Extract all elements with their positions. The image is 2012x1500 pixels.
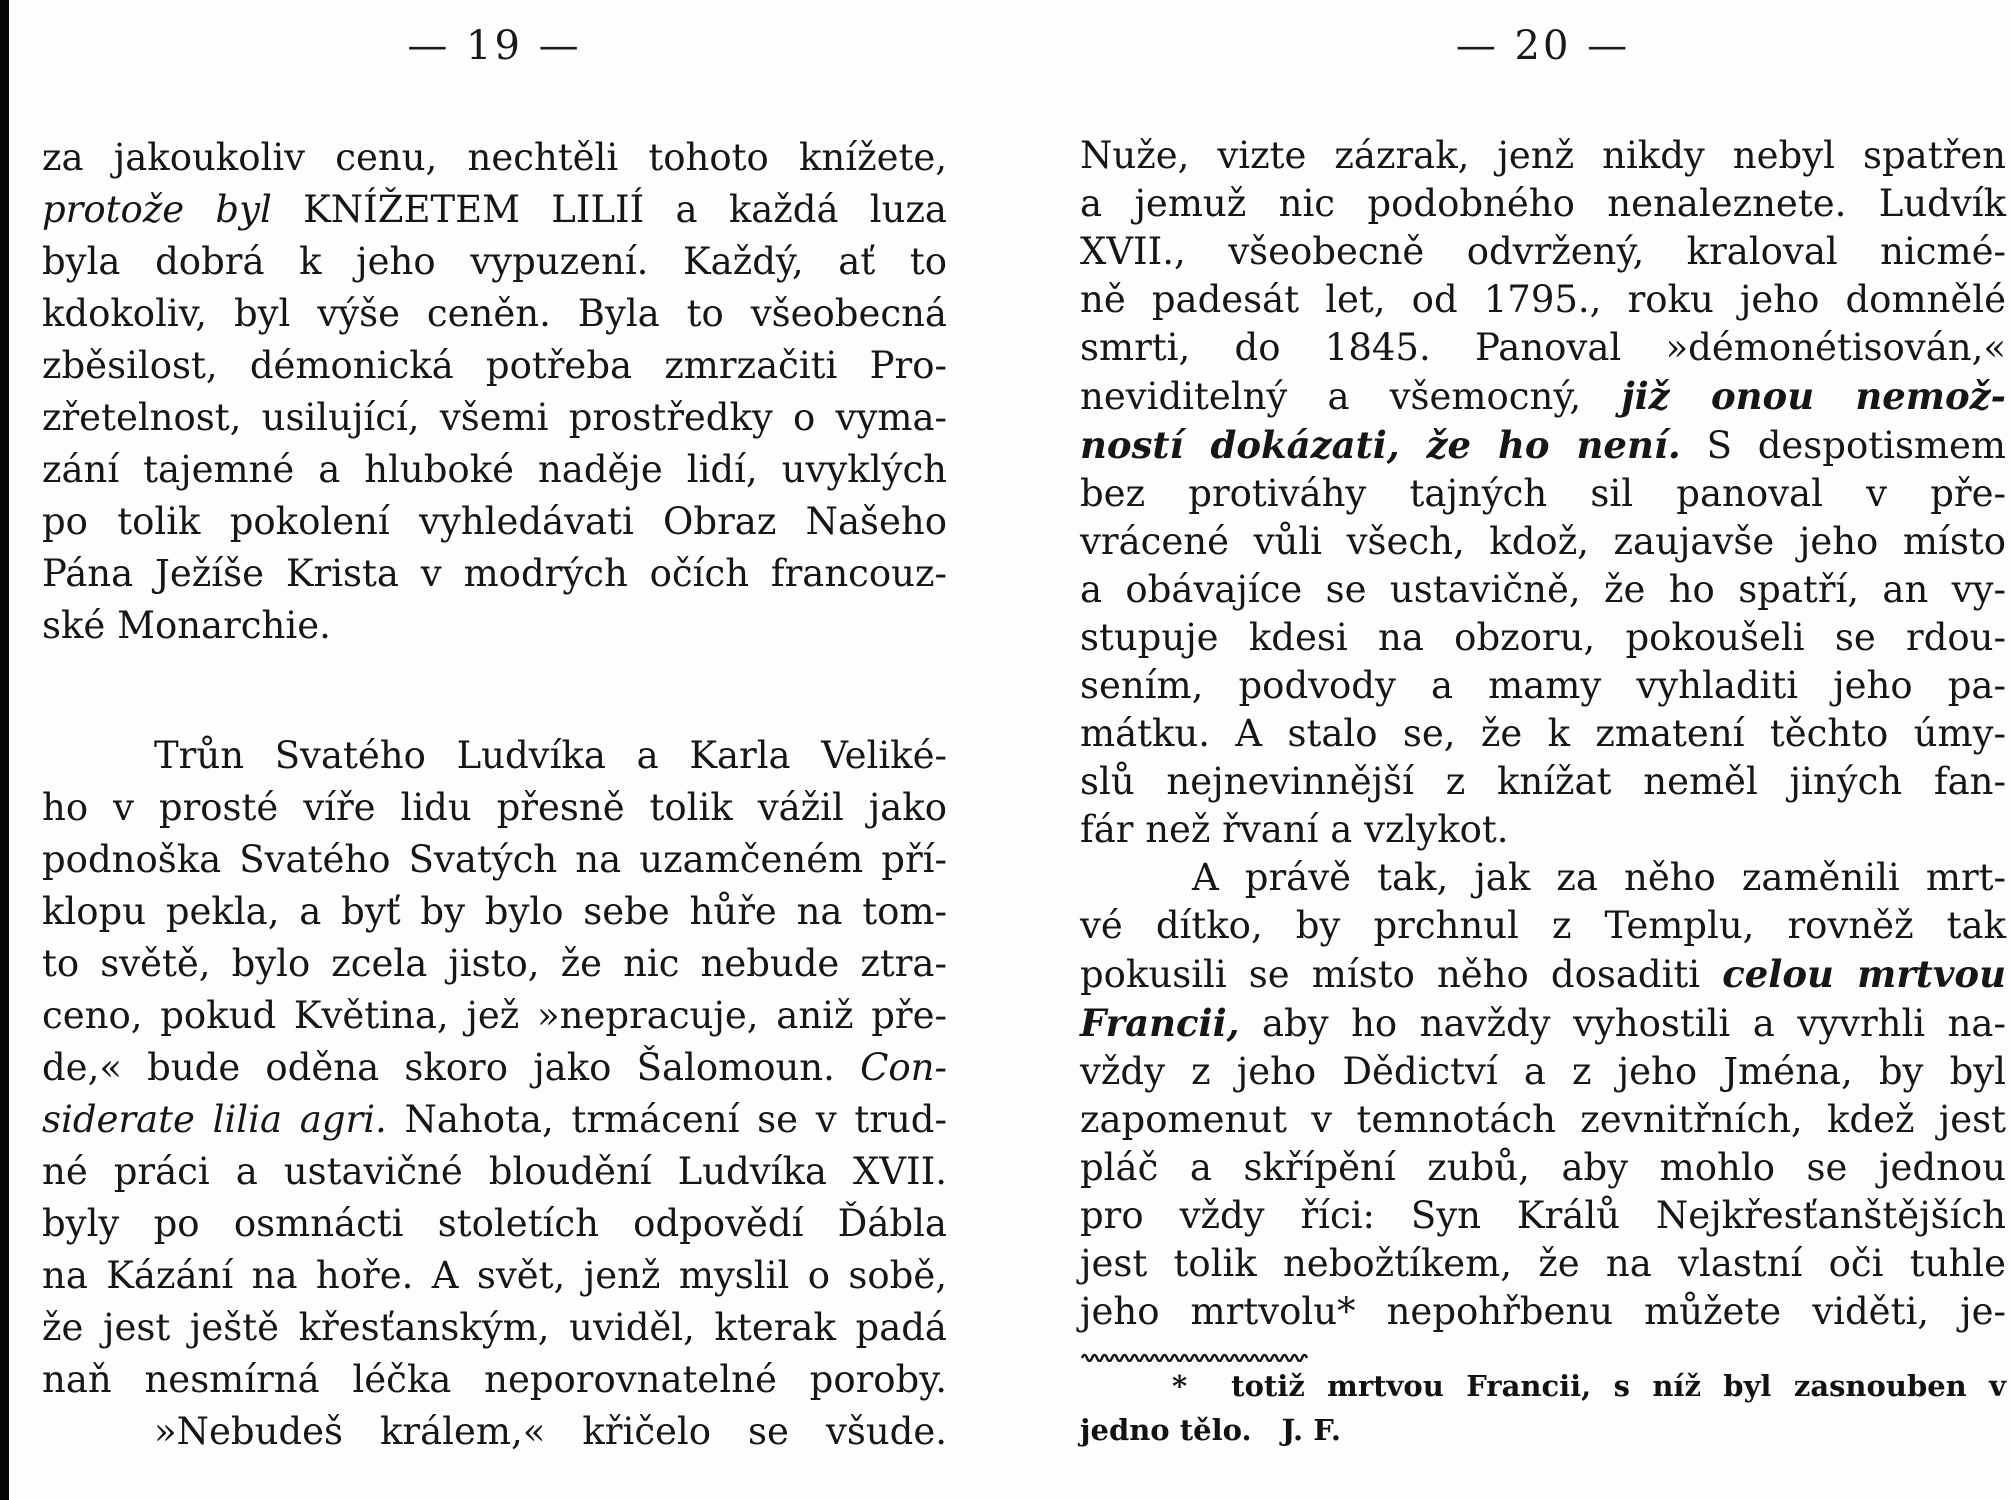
text-segment: S despotismem [1680,424,2006,467]
text-line [42,288,947,340]
text-line [1080,1144,2006,1192]
text-line [1080,902,2006,950]
text-segment: ně padesát let, od 1795., roku jeho domnělé [1080,278,2006,321]
text-segment: Pána Ježíše Krista v modrých očích francouz- [42,552,947,595]
text-segment: totiž mrtvou Francii, s níž byl zasnouben v [1231,1369,2006,1403]
text-line [42,990,947,1042]
text-line [1080,132,2006,180]
text-segment: slů nejnevinnější z knížat neměl jiných fan- [1080,760,2006,803]
text-segment: ské Monarchie. [42,604,331,647]
text-line [1080,950,2006,999]
text-segment: naň nesmírná léčka neporovnatelné poroby. [42,1358,947,1401]
text-segment: vé dítko, by prchnul z Templu, rovněž tak [1080,904,2006,947]
text-line [42,938,947,990]
text-line [1080,324,2006,372]
text-segment: byla dobrá k jeho vypuzení. Každý, ať to [42,240,947,283]
text-segment: že jest ještě křesťanským, uviděl, kterak padá [42,1306,947,1349]
text-line [1080,372,2006,421]
text-segment: Nuže, vizte zázrak, jenž nikdy nebyl spatřen [1080,134,2006,177]
text-segment: * [1172,1369,1188,1403]
text-line [42,886,947,938]
text-line [42,1302,947,1354]
paragraph [1080,854,2006,1336]
wavy-rule [1080,1350,1315,1362]
text-segment: po tolik pokolení vyhledávati Obraz Našeho [42,500,947,543]
text-line [1080,710,2006,758]
page-20-body [1080,132,2006,1336]
text-line [42,184,947,236]
page-20 [1080,0,2006,1452]
text-line [42,834,947,886]
text-line [1080,854,2006,902]
text-segment: jeho mrtvolu* nepohřbenu můžete viděti, je- [1080,1290,2006,1333]
text-segment: Trůn Svatého Ludvíka a Karla Veliké- [154,734,947,777]
text-segment: a jemuž nic podobného nenaleznete. Ludvík [1080,182,2006,225]
text-line [1080,518,2006,566]
text-segment: KNÍŽETEM LILIÍ a každá luza [303,188,947,231]
text-line [1080,1364,2006,1408]
text-segment: a obávajíce se ustavičně, že ho spatří, an vy- [1080,568,2006,611]
text-segment: neviditelný a všemocný, [1080,375,1622,418]
text-line [1080,566,2006,614]
text-line [42,444,947,496]
text-line [1080,421,2006,470]
text-segment: na Kázání na hoře. A svět, jenž myslil o sobě, [42,1254,947,1297]
paragraph [1080,132,2006,854]
text-line [1080,276,2006,324]
text-line [42,236,947,288]
text-segment: Nahota, trmácení se v trud- [386,1098,947,1141]
text-line [1080,806,2006,854]
text-segment: né práci a ustavičné bloudění Ludvíka XVII. [42,1150,947,1193]
paragraph [42,730,947,1406]
text-segment: pokusili se místo něho dosaditi [1080,953,1723,996]
text-line [1080,228,2006,276]
text-segment: Francii, [1080,1001,1240,1045]
text-segment: jedno tělo. [1080,1413,1252,1447]
page-19 [42,0,947,1458]
text-line [1080,1408,2006,1452]
text-segment: kdokoliv, byl výše ceněn. Byla to všeobecná [42,292,947,335]
text-segment: ceno, pokud Květina, jež »nepracuje, aniž pře- [42,994,947,1037]
text-line [42,1042,947,1094]
text-segment: pláč a skřípění zubů, aby mohlo se jednou [1080,1146,2006,1189]
text-segment: A právě tak, jak za něho zaměnili mrt- [1192,856,2006,899]
text-segment: bez protiváhy tajných sil panoval v pře- [1080,472,2006,515]
text-line [42,496,947,548]
text-line [42,1354,947,1406]
text-segment: ho v prosté víře lidu přesně tolik vážil jako [42,786,947,829]
text-segment: »Nebudeš králem,« křičelo se všude. [154,1410,947,1453]
text-segment: podnoška Svatého Svatých na uzamčeném pří- [42,838,947,881]
text-line [1080,758,2006,806]
text-segment: sením, podvody a mamy vyhladiti jeho pa- [1080,664,2006,707]
paragraph [42,132,947,652]
text-line [1080,180,2006,228]
text-segment: vrácené vůli všech, kdož, zaujavše jeho místo [1080,520,2006,563]
text-line [1080,999,2006,1048]
text-line [42,1146,947,1198]
text-line [1080,470,2006,518]
text-segment: protože byl [42,188,304,231]
footnote-lines [1080,1364,2006,1452]
text-line [42,782,947,834]
text-segment: de,« bude oděna skoro jako Šalomoun. [42,1046,861,1089]
text-segment: mátku. A stalo se, že k zmatení těchto úmy- [1080,712,2006,755]
text-line [1080,614,2006,662]
paragraph [42,1406,947,1458]
text-line [1080,662,2006,710]
text-line [42,730,947,782]
page-20-number: — 20 — [1455,23,1631,69]
text-segment: jest tolik nebožtíkem, že na vlastní oči tuhle [1080,1242,2006,1285]
page-19-number: — 19 — [407,23,582,69]
text-segment: klopu pekla, a byť by bylo sebe hůře na tom- [42,890,947,933]
text-segment: již onou nemož- [1621,374,2006,418]
text-segment: zřetelnost, usilující, všemi prostředky o vyma- [42,396,947,439]
text-segment: byly po osmnácti stoletích odpovědí Ďábla [42,1202,947,1245]
text-segment: Con- [860,1046,947,1089]
text-line [42,548,947,600]
text-segment: pro vždy říci: Syn Králů Nejkřesťanštějších [1080,1194,2006,1237]
scan-edge-bar [0,0,9,1500]
text-segment: stupuje kdesi na obzoru, pokoušeli se rdou- [1080,616,2006,659]
text-line [42,1250,947,1302]
text-line [1080,1096,2006,1144]
text-segment: zapomenut v temnotách zevnitřních, kdež jest [1080,1098,2006,1141]
text-segment: J. F. [1281,1413,1341,1447]
text-line [42,1198,947,1250]
text-segment: za jakoukoliv cenu, nechtěli tohoto knížete, [42,136,947,179]
footnote [1080,1350,2006,1452]
text-line [42,340,947,392]
text-segment: celou mrtvou [1722,952,2006,996]
text-segment: fár než řvaní a vzlykot. [1080,808,1509,851]
text-segment: XVII., všeobecně odvržený, kraloval nicmé- [1080,230,2006,273]
text-segment: to světě, bylo zcela jisto, že nic nebude ztra- [42,942,947,985]
text-line [1080,1288,2006,1336]
text-line [42,392,947,444]
text-segment: zběsilost, démonická potřeba zmrzačiti Pro- [42,344,947,387]
text-line [42,600,947,652]
text-segment: vždy z jeho Dědictví a z jeho Jména, by byl [1080,1050,2006,1093]
text-segment: smrti, do 1845. Panoval »démonétisován,« [1080,326,2006,369]
text-segment: aby ho navždy vyhostili a vyvrhli na- [1239,1002,2006,1045]
text-segment: siderate lilia agri. [42,1098,387,1141]
text-segment: zání tajemné a hluboké naděje lidí, uvyklých [42,448,947,491]
text-line [1080,1192,2006,1240]
text-segment: ností dokázati, že ho není. [1080,423,1681,467]
text-line [1080,1048,2006,1096]
page-19-body [42,132,947,1458]
text-line [42,1406,947,1458]
text-line [1080,1240,2006,1288]
text-line [42,132,947,184]
text-line [42,1094,947,1146]
